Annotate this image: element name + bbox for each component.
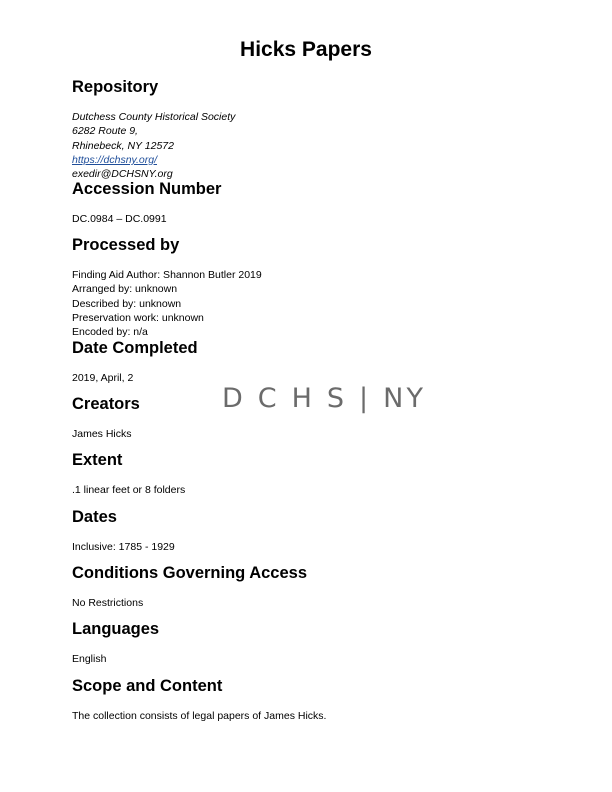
dates-value: Inclusive: 1785 - 1929	[72, 541, 175, 553]
access-value: No Restrictions	[72, 597, 144, 609]
scope-heading: Scope and Content	[72, 677, 223, 695]
extent-heading: Extent	[72, 451, 123, 469]
processed-arranged: Arranged by: unknown	[72, 283, 178, 296]
processed-heading: Processed by	[72, 236, 180, 254]
creators-section	[72, 394, 542, 441]
languages-section	[72, 619, 542, 666]
processed-section	[72, 235, 542, 339]
creators-value: James Hicks	[72, 428, 132, 440]
document-title: Hicks Papers	[240, 38, 372, 61]
processed-encoded: Encoded by: n/a	[72, 326, 148, 339]
extent-value: .1 linear feet or 8 folders	[72, 484, 186, 496]
creators-heading: Creators	[72, 395, 140, 413]
repository-street: 6282 Route 9,	[72, 125, 138, 138]
repository-heading: Repository	[72, 78, 159, 96]
date-completed-section	[72, 338, 542, 385]
extent-section	[72, 450, 542, 497]
access-section	[72, 563, 542, 610]
languages-heading: Languages	[72, 620, 160, 638]
languages-value: English	[72, 653, 107, 665]
repository-website-link[interactable]: https://dchsny.org/	[72, 153, 158, 166]
repository-section	[72, 77, 542, 181]
processed-described: Described by: unknown	[72, 297, 182, 310]
scope-value: The collection consists of legal papers of James Hicks.	[72, 710, 327, 722]
processed-preservation: Preservation work: unknown	[72, 311, 204, 324]
processed-author: Finding Aid Author: Shannon Butler 2019	[72, 269, 262, 281]
repository-name: Dutchess County Historical Society	[72, 111, 236, 123]
dates-section	[72, 507, 542, 554]
access-heading: Conditions Governing Access	[72, 564, 308, 582]
accession-section	[72, 179, 542, 226]
scope-section	[72, 676, 542, 723]
dchs-watermark: D C H S | NY	[222, 383, 427, 414]
repository-address	[72, 110, 542, 181]
accession-heading: Accession Number	[72, 180, 222, 198]
accession-value: DC.0984 – DC.0991	[72, 213, 167, 225]
repository-city: Rhinebeck, NY 12572	[72, 139, 174, 152]
dates-heading: Dates	[72, 508, 117, 526]
date-completed-heading: Date Completed	[72, 339, 198, 357]
date-completed-value: 2019, April, 2	[72, 372, 134, 384]
repository-email: exedir@DCHSNY.org	[72, 168, 173, 181]
